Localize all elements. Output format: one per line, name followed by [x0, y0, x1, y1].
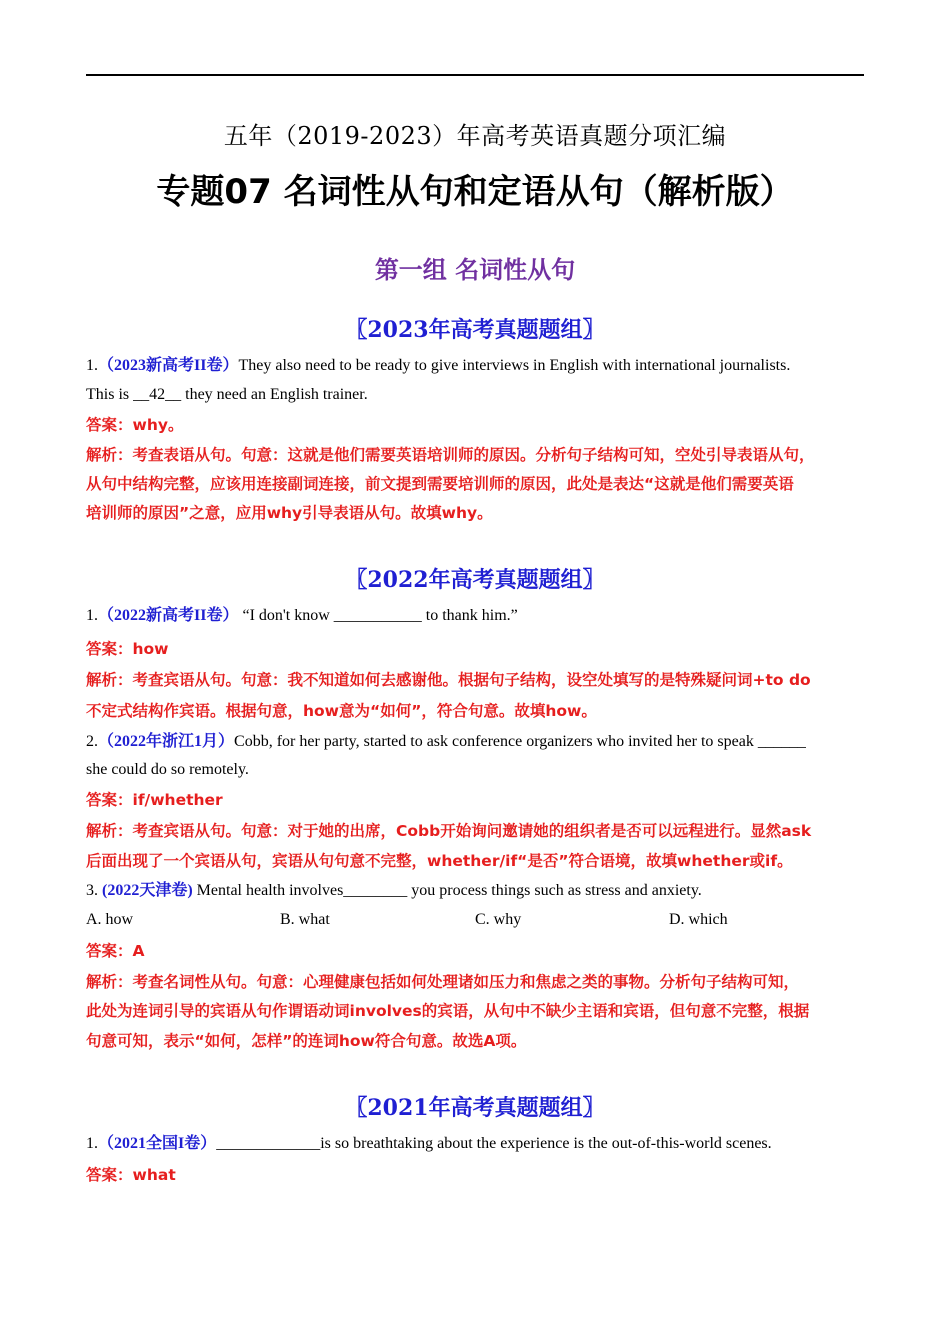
option-a: A. how	[86, 911, 134, 928]
explanation-line: 解析：考查表语从句。句意：这就是他们需要英语培训师的原因。分析句子结构可知，空处引导表语从句，	[86, 446, 815, 464]
explanation-line: 句意可知，表示“如何，怎样”的连词how符合句意。故选A项。	[86, 1032, 527, 1050]
answer: 答案：A	[86, 942, 145, 960]
question-number: 1.	[86, 607, 98, 624]
question-text: They also need to be ready to give interviews in English with international journalists.	[238, 357, 791, 374]
group-title: 第一组 名词性从句	[374, 255, 576, 284]
explanation-line: 从句中结构完整，应该用连接副词连接，前文提到需要培训师的原因，此处是表达“这就是他们需要英语	[86, 475, 794, 493]
question-2022-1	[86, 606, 864, 626]
explanation-line: 后面出现了一个宾语从句，宾语从句句意不完整，whether/if“是否”符合语境，故填whether或if。	[86, 852, 793, 870]
question-text: “I don't know ___________ to thank him.”	[238, 607, 518, 624]
question-2021-1	[86, 1134, 864, 1154]
question-text-line2: This is __42__ they need an English trainer.	[86, 386, 368, 403]
option-c: C. why	[475, 911, 522, 928]
explanation-line: 此处为连词引导的宾语从句作谓语动词involves的宾语，从句中不缺少主语和宾语，但句意不完整，根据	[86, 1002, 810, 1020]
question-source: （2023新高考II卷）	[98, 357, 239, 374]
page-title: 专题07 名词性从句和定语从句（解析版）	[156, 172, 794, 212]
question-number: 2.	[86, 733, 98, 750]
question-text-line2: she could do so remotely.	[86, 761, 249, 778]
question-number: 1.	[86, 1135, 98, 1152]
question-text: Mental health involves________ you process things such as stress and anxiety.	[192, 882, 702, 899]
section-heading-2021: 〖2021年高考真题题组〗	[345, 1095, 605, 1121]
question-number: 3.	[86, 882, 98, 899]
answer: 答案：if/whether	[86, 791, 223, 809]
series-title: 五年（2019-2023）年高考英语真题分项汇编	[223, 122, 727, 150]
question-text: _____________is so breathtaking about the experience is the out-of-this-world scenes.	[216, 1135, 772, 1152]
explanation-line: 培训师的原因”之意，应用why引导表语从句。故填why。	[86, 504, 493, 522]
section-heading-2022: 〖2022年高考真题题组〗	[345, 567, 605, 593]
explanation-line: 不定式结构作宾语。根据句意，how意为“如何”，符合句意。故填how。	[86, 702, 597, 720]
explanation-line: 解析：考查宾语从句。句意：对于她的出席，Cobb开始询问邀请她的组织者是否可以远程进行。显然ask	[86, 822, 812, 840]
explanation-line: 解析：考查宾语从句。句意：我不知道如何去感谢他。根据句子结构，设空处填写的是特殊疑问词+to do	[86, 671, 811, 689]
answer: 答案：why。	[86, 416, 184, 434]
question-2022-2	[86, 732, 864, 752]
question-2023-1	[86, 356, 864, 376]
question-2022-3	[86, 881, 864, 901]
answer: 答案：how	[86, 640, 169, 658]
question-source: （2022年浙江1月）	[98, 733, 235, 750]
question-text: Cobb, for her party, started to ask conference organizers who invited her to speak ______	[234, 733, 806, 750]
answer: 答案：what	[86, 1166, 176, 1184]
option-d: D. which	[669, 911, 728, 928]
top-rule	[86, 74, 864, 76]
explanation-line: 解析：考查名词性从句。句意：心理健康包括如何处理诸如压力和焦虑之类的事物。分析句子结构可知，	[86, 973, 800, 991]
question-number: 1.	[86, 357, 98, 374]
question-source: （2021全国I卷）	[98, 1135, 217, 1152]
question-source: （2022新高考II卷）	[98, 607, 239, 624]
question-source: (2022天津卷)	[102, 882, 193, 899]
option-b: B. what	[280, 911, 330, 928]
section-heading-2023: 〖2023年高考真题题组〗	[345, 317, 605, 343]
